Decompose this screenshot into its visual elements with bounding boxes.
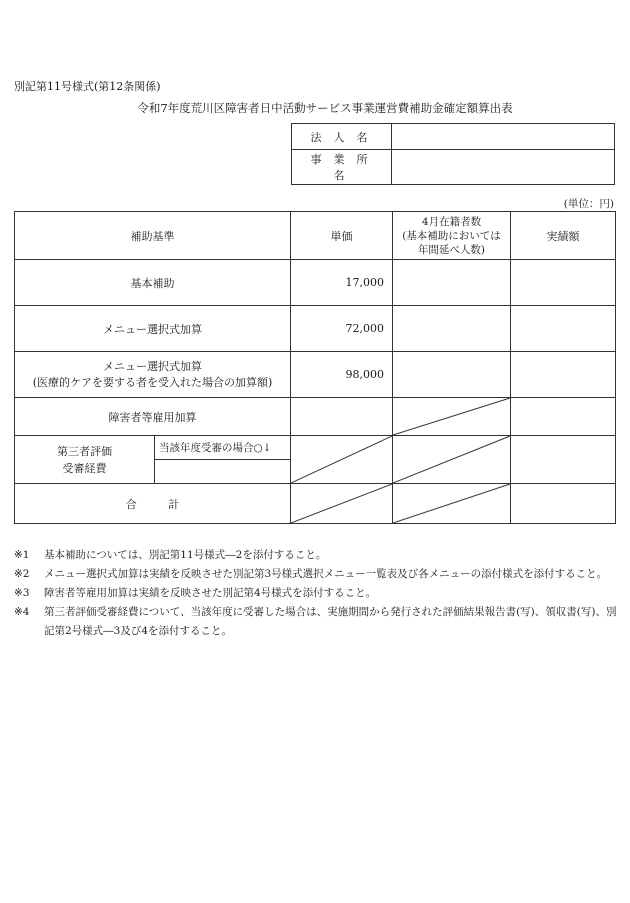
third-party-count-cell xyxy=(393,436,511,484)
diagonal-slash xyxy=(393,484,510,523)
header-row xyxy=(15,212,616,260)
header-enrollment-line3: 年間延べ人数) xyxy=(417,243,486,256)
note-1 xyxy=(14,546,619,565)
document-title: 令和7年度荒川区障害者日中活動サービス事業運営費補助金確定額算出表 xyxy=(137,101,513,115)
business-name-field[interactable] xyxy=(392,150,615,185)
note-text: 第三者評価受審経費について、当該年度に受審した場合は、実施期間から発行された評価結果報告書(写)、領収書(写)、別記第2号様式―3及び4を添付すること。 xyxy=(44,606,617,637)
row-employment xyxy=(15,398,616,436)
header-criteria: 補助基準 xyxy=(15,212,291,260)
identity-table xyxy=(291,123,615,185)
total-count-cell xyxy=(393,484,511,524)
third-party-label-line2: 受審経費 xyxy=(62,461,107,475)
form-id: 別記第11号様式(第12条関係) xyxy=(14,80,161,93)
menu-price: 72,000 xyxy=(291,306,393,352)
note-text: メニュー選択式加算は実績を反映させた別記第3号様式選択メニュー一覧表及び各メニューの添付様式を添付すること。 xyxy=(44,568,608,580)
row-total xyxy=(15,484,616,524)
note-mark: ※2 xyxy=(14,568,30,580)
basic-count-cell[interactable] xyxy=(393,260,511,306)
header-enrollment xyxy=(393,212,511,260)
basic-label: 基本補助 xyxy=(15,260,291,306)
basic-actual-cell[interactable] xyxy=(511,260,616,306)
basic-price: 17,000 xyxy=(291,260,393,306)
third-party-mark-cell[interactable] xyxy=(155,460,291,484)
diagonal-slash xyxy=(393,398,510,435)
third-party-sub-label: 当該年度受審の場合○↓ xyxy=(155,436,291,460)
employment-label: 障害者等雇用加算 xyxy=(15,398,291,436)
row-third-party-a xyxy=(15,436,616,460)
header-enrollment-line2: (基本補助においては xyxy=(402,229,501,242)
diagonal-slash xyxy=(291,436,392,483)
note-text: 基本補助については、別記第11号様式―2を添付すること。 xyxy=(44,549,327,561)
header-unit-price: 単価 xyxy=(291,212,393,260)
note-2 xyxy=(14,565,619,584)
menu-care-actual-cell[interactable] xyxy=(511,352,616,398)
menu-label: メニュー選択式加算 xyxy=(15,306,291,352)
notes xyxy=(14,546,619,641)
menu-care-label-line2: (医療的ケアを要する者を受入れた場合の加算額) xyxy=(32,375,273,389)
total-actual-cell[interactable] xyxy=(511,484,616,524)
unit-label: (単位：円) xyxy=(563,198,614,210)
menu-actual-cell[interactable] xyxy=(511,306,616,352)
note-text: 障害者等雇用加算は実績を反映させた別記第4号様式を添付すること。 xyxy=(44,587,377,599)
note-3 xyxy=(14,584,619,603)
corporation-name-field[interactable] xyxy=(392,124,615,150)
row-menu-care xyxy=(15,352,616,398)
third-party-label xyxy=(15,436,155,484)
third-party-actual-cell[interactable] xyxy=(511,436,616,484)
total-label: 合 計 xyxy=(15,484,291,524)
menu-care-count-cell[interactable] xyxy=(393,352,511,398)
third-party-price-cell xyxy=(291,436,393,484)
menu-care-price: 98,000 xyxy=(291,352,393,398)
row-menu xyxy=(15,306,616,352)
third-party-label-line1: 第三者評価 xyxy=(57,444,112,458)
employment-price-cell xyxy=(291,398,393,436)
total-price-cell xyxy=(291,484,393,524)
header-actual: 実績額 xyxy=(511,212,616,260)
employment-actual-cell[interactable] xyxy=(511,398,616,436)
note-mark: ※1 xyxy=(14,549,30,561)
header-enrollment-line1: 4月在籍者数 xyxy=(421,215,482,228)
note-mark: ※4 xyxy=(14,606,30,618)
menu-care-label-line1: メニュー選択式加算 xyxy=(103,359,202,373)
diagonal-slash xyxy=(393,436,510,483)
row-basic xyxy=(15,260,616,306)
business-name-label: 事業所名 xyxy=(292,150,392,185)
note-4 xyxy=(14,603,619,641)
corporation-name-label: 法人名 xyxy=(292,124,392,150)
note-mark: ※3 xyxy=(14,587,30,599)
employment-count-cell xyxy=(393,398,511,436)
menu-care-label xyxy=(15,352,291,398)
calculation-table xyxy=(14,211,616,524)
diagonal-slash xyxy=(291,484,392,523)
menu-count-cell[interactable] xyxy=(393,306,511,352)
